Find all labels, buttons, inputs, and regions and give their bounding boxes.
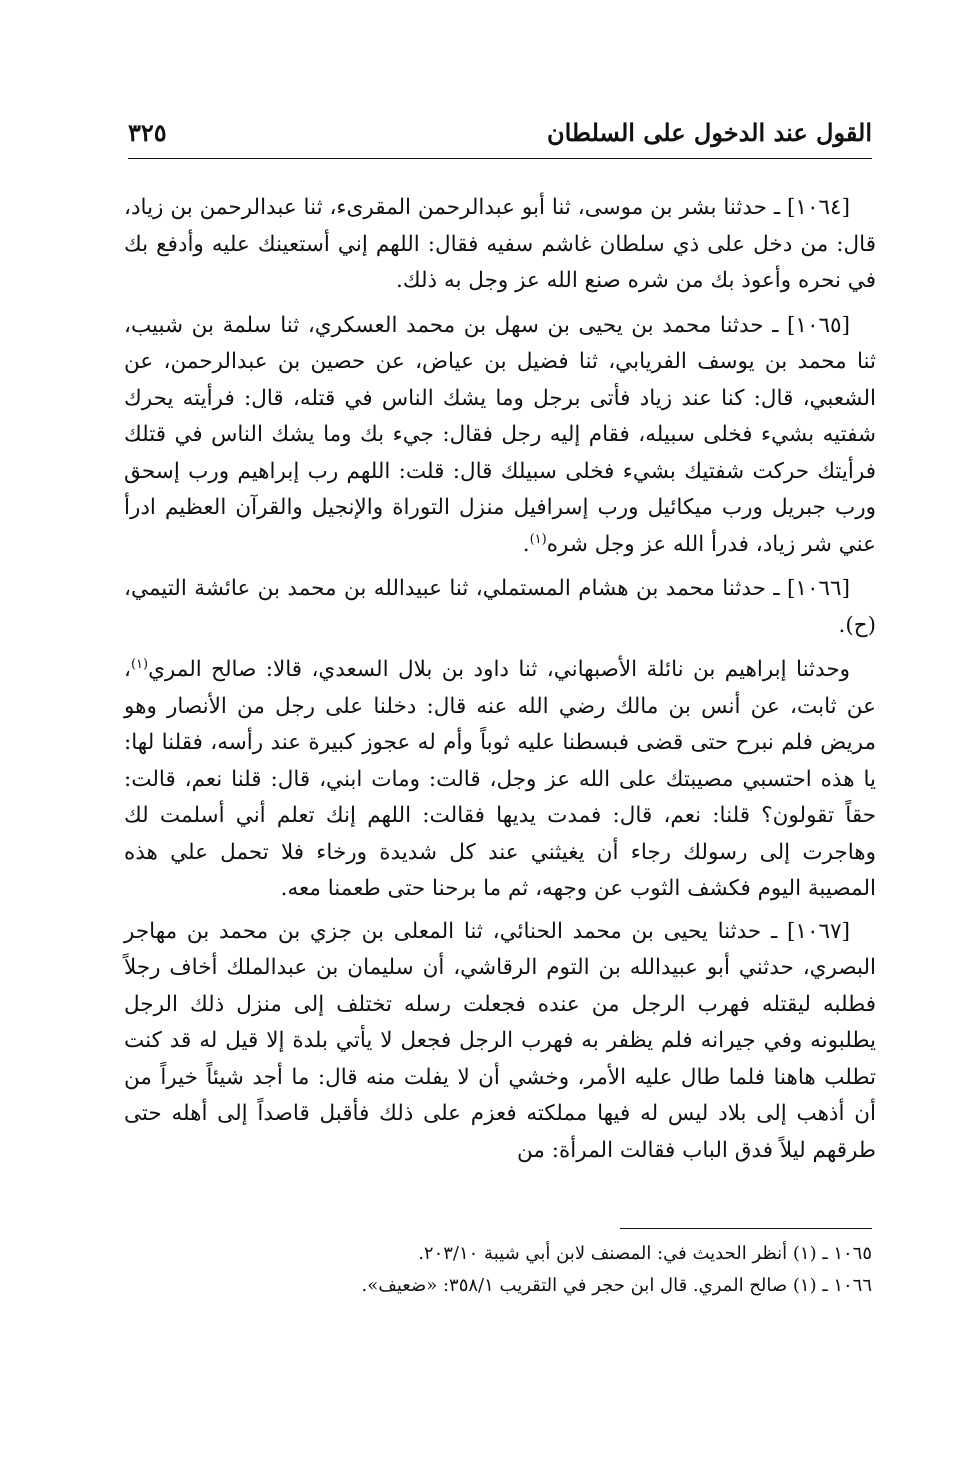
footnote-marker: (١) [130, 656, 149, 672]
chapter-title: القول عند الدخول على السلطان [546, 117, 872, 147]
paragraph-1067: [١٠٦٧] ـ حدثنا يحيى بن محمد الحنائي، ثنا المعلى بن جزي بن محمد بن مهاجر البصري، حدثني أبو عبيدالله بن التوم الرقاشي، أن سليمان بن عبدالملك أخاف رجلاً فطلبه ليقتله فهرب الرجل من عنده فجعلت رسله تختلف إلى منزل ذلك الرجل يطلبونه وفي جيرانه فلم يظفر به فهرب الرجل فجعل لا يأتي بلدة إلا قيل له قد كنت تطلب هاهنا فلما طال عليه الأمر، وخشي أن لا يفلت منه قال: ما أجد شيئاً خيراً من أن أذهب إلى بلاد ليس له فيها مملكته فعزم على ذلك فأقبل قاصداً إلى أهله حتى طرقهم ليلاً فدق الباب فقالت المرأة: من [124, 918, 876, 1163]
main-text [124, 190, 876, 1177]
header-rule [128, 158, 872, 159]
footnote-1066: ١٠٦٦ ـ (١) صالح المري. قال ابن حجر في التقريب ٣٥٨/١: «ضعيف». [361, 1275, 872, 1296]
footnote-marker: (١) [529, 531, 547, 547]
page-number: ٣٢٥ [128, 117, 167, 147]
footnote-1065: ١٠٦٥ ـ (١) أنظر الحديث في: المصنف لابن أبي شيبة ٢٠٣/١٠. [418, 1243, 872, 1264]
paragraph-1066-text-b: ، عن ثابت، عن أنس بن مالك رضي الله عنه قال: دخلنا على رجل من الأنصار وهو مريض فلم نبرح حتى قضى فبسطنا عليه ثوباً وأم له عجوز كبيرة عند رأسه، فقلنا لها: يا هذه احتسبي مصيبتك على الله عز وجل، قالت: ومات ابني، قال: قلنا نعم، قالت: حقاً تقولون؟ قلنا: نعم، قال: فمدت يديها فقالت: اللهم إنك تعلم أني أسلمت لك وهاجرت إلى رسولك رجاء أن يغيثني عند كل شديدة ورخاء فلا تحمل علي هذه المصيبة اليوم فكشف الثوب عن وجهه، ثم ما برحنا حتى طعمنا معه. [124, 657, 876, 901]
running-head [128, 112, 872, 152]
footnote-rule [620, 1228, 872, 1229]
paragraph-1066-text-a: وحدثنا إبراهيم بن نائلة الأصبهاني، ثنا داود بن بلال السعدي، قالا: صالح المري [148, 657, 850, 682]
paragraph-1065-text: [١٠٦٥] ـ حدثنا محمد بن يحيى بن سهل بن محمد العسكري، ثنا سلمة بن شبيب، ثنا محمد بن يوسف الفريابي، ثنا فضيل بن عياض، عن حصين بن عبدالرحمن، عن الشعبي، قال: كنا عند زياد فأتى برجل وما يشك الناس في قتله، قال: فرأيته يحرك شفتيه بشيء فخلى سبيله، فقام إليه رجل فقال: جيء بك وما يشك الناس في قتلك فرأيتك حركت شفتيك بشيء فخلى سبيلك قال: قلت: اللهم رب إبراهيم ورب إسحق ورب جبريل ورب ميكائيل ورب إسرافيل منزل التوراة والإنجيل والقرآن العظيم ادرأ عني شر زياد، فدرأ الله عز وجل شره [124, 312, 876, 557]
footnotes [128, 1238, 872, 1302]
paragraph-1066: [١٠٦٦] ـ حدثنا محمد بن هشام المستملي، ثنا عبيدالله بن محمد بن عائشة التيمي، (ح). [124, 576, 876, 638]
paragraph-1064: [١٠٦٤] ـ حدثنا بشر بن موسى، ثنا أبو عبدالرحمن المقرىء، ثنا عبدالرحمن بن زياد، قال: من دخل على ذي سلطان غاشم سفيه فقال: اللهم إني أستعينك عليه وأدفع بك في نحره وأعوذ بك من شره صنع الله عز وجل به ذلك. [124, 195, 876, 293]
paragraph-1065: [١٠٦٥] ـ حدثنا محمد بن يحيى بن سهل بن محمد العسكري، ثنا سلمة بن شبيب، ثنا محمد بن يوسف الفريابي، ثنا فضيل بن عياض، عن حصين بن عبدالرحمن، عن الشعبي، قال: كنا عند زياد فأتى برجل وما يشك الناس في قتله، قال: فرأيته يحرك شفتيه بشيء فخلى سبيله، فقام إليه رجل فقال: جيء بك وما يشك الناس في قتلك فرأيتك حركت شفتيك بشيء فخلى سبيلك قال: قلت: اللهم رب إبراهيم ورب إسحق ورب جبريل ورب ميكائيل ورب إسرافيل منزل التوراة والإنجيل والقرآن العظيم ادرأ عني شر زياد، فدرأ الله عز وجل شره$^{(١)}$. [124, 312, 876, 557]
paragraph-1066-continued [124, 652, 876, 908]
